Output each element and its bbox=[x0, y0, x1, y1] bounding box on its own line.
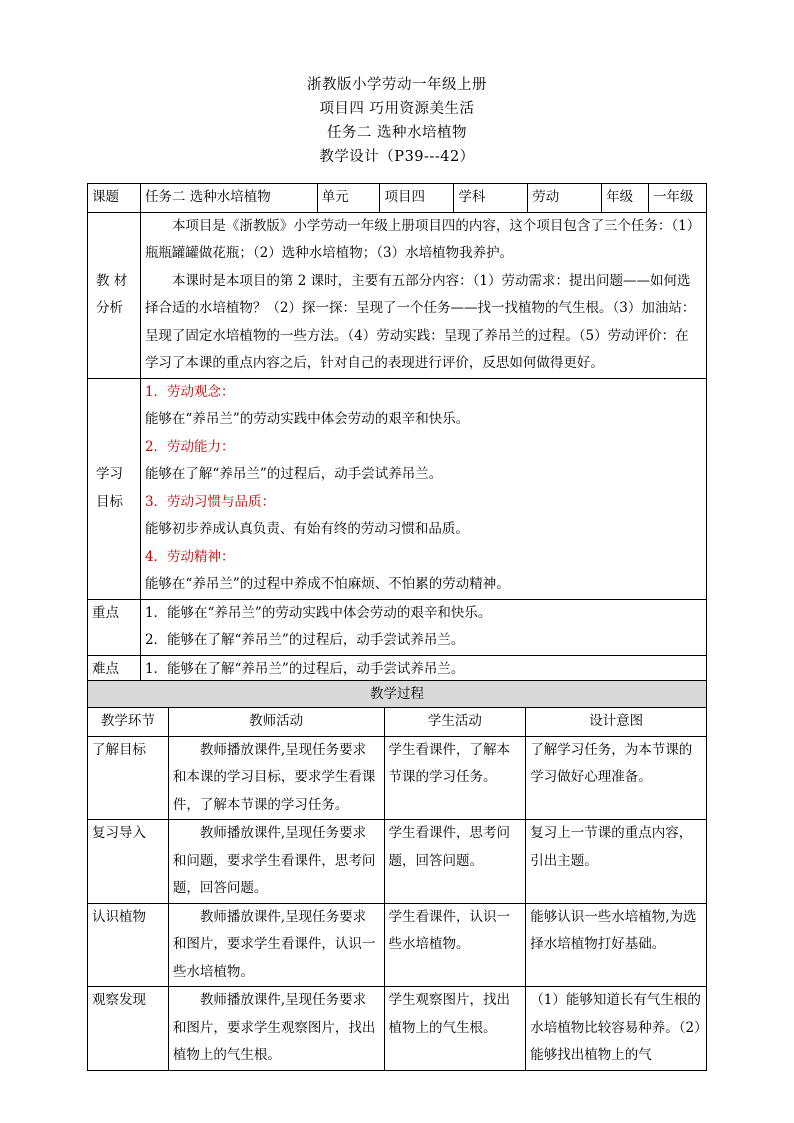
stage-cell: 了解目标 bbox=[88, 736, 169, 820]
teacher-cell: 教师播放课件,呈现任务要求和图片，要求学生观察图片，找出植物上的气生根。 bbox=[168, 987, 384, 1071]
goal-text-4: 能够在“养吊兰”的过程中养成不怕麻烦、不怕累的劳动精神。 bbox=[144, 576, 510, 592]
document-titles bbox=[0, 73, 794, 169]
process-title: 教学过程 bbox=[88, 681, 707, 708]
stage-cell: 认识植物 bbox=[88, 903, 169, 987]
table-row bbox=[88, 736, 707, 820]
label-goals: 学习 目标 bbox=[88, 378, 141, 599]
lesson-info-table bbox=[87, 183, 707, 684]
goals-content bbox=[140, 378, 706, 599]
key-points-content bbox=[140, 599, 706, 655]
table-row bbox=[88, 987, 707, 1071]
intent-cell: 了解学习任务，为本节课的学习做好心理准备。 bbox=[526, 736, 707, 820]
student-cell: 学生观察图片，找出植物上的气生根。 bbox=[384, 987, 526, 1071]
info-row bbox=[88, 184, 707, 213]
teaching-process-table bbox=[87, 680, 707, 1071]
header-student: 学生活动 bbox=[384, 708, 526, 737]
header-stage: 教学环节 bbox=[88, 708, 169, 737]
stage-cell: 复习导入 bbox=[88, 820, 169, 904]
value-subject: 劳动 bbox=[528, 184, 602, 213]
table-row bbox=[88, 903, 707, 987]
goal-heading-2: 2．劳动能力： bbox=[144, 438, 235, 455]
goal-heading-1: 1．劳动观念： bbox=[144, 383, 235, 400]
key-points-row bbox=[88, 599, 707, 655]
header-teacher: 教师活动 bbox=[168, 708, 384, 737]
key-point-1: 1．能够在“养吊兰”的劳动实践中体会劳动的艰辛和快乐。 bbox=[144, 604, 492, 621]
goal-heading-3: 3．劳动习惯与品质： bbox=[144, 493, 276, 510]
label-unit: 单元 bbox=[317, 184, 380, 213]
intent-cell: （1）能够知道长有气生根的水培植物比较容易种养。（2）能够找出植物上的气 bbox=[526, 987, 707, 1071]
intent-cell: 能够认识一些水培植物,为选择水培植物打好基础。 bbox=[526, 903, 707, 987]
table-row bbox=[88, 820, 707, 904]
analysis-content bbox=[140, 212, 706, 378]
goal-heading-4: 4．劳动精神： bbox=[144, 548, 235, 565]
process-header-row bbox=[88, 708, 707, 737]
value-topic: 任务二 选种水培植物 bbox=[140, 184, 317, 213]
process-title-row bbox=[88, 681, 707, 708]
analysis-paragraph-2: 本课时是本项目的第 2 课时，主要有五部分内容：（1）劳动需求：提出问题——如何选择合适的水培植物？（2）探一探：呈现了一个任务——找一找植物的气生根。（3）加油站：呈现了固定水培植物的一些方法。（4）劳动实践：呈现了养吊兰的过程。（5）劳动评价：在学习了本课的重点内容之后，针对自己的表现进行评价，反思如何做得更好。 bbox=[144, 272, 696, 371]
label-grade: 年级 bbox=[602, 184, 649, 213]
label-key-points: 重点 bbox=[88, 599, 141, 655]
title-line-2: 项目四 巧用资源美生活 bbox=[319, 101, 475, 117]
teacher-cell: 教师播放课件,呈现任务要求和图片，要求学生看课件，认识一些水培植物。 bbox=[168, 903, 384, 987]
goals-row bbox=[88, 378, 707, 599]
analysis-paragraph-1: 本项目是《浙教版》小学劳动一年级上册项目四的内容，这个项目包含了三个任务：（1）瓶瓶罐罐做花瓶；（2）选种水培植物；（3）水培植物我养护。 bbox=[144, 217, 701, 261]
title-line-3: 任务二 选种水培植物 bbox=[326, 125, 468, 141]
key-point-2: 2．能够在了解“养吊兰”的过程后，动手尝试养吊兰。 bbox=[144, 632, 465, 648]
teacher-cell: 教师播放课件,呈现任务要求和问题，要求学生看课件，思考问题，回答问题。 bbox=[168, 820, 384, 904]
goal-text-2: 能够在了解“养吊兰”的过程后，动手尝试养吊兰。 bbox=[144, 466, 443, 482]
intent-cell: 复习上一节课的重点内容，引出主题。 bbox=[526, 820, 707, 904]
difficulty-content: 1．能够在了解“养吊兰”的过程后，动手尝试养吊兰。 bbox=[140, 655, 706, 684]
header-intent: 设计意图 bbox=[526, 708, 707, 737]
student-cell: 学生看课件，了解本节课的学习任务。 bbox=[384, 736, 526, 820]
goal-text-3: 能够初步养成认真负责、有始有终的劳动习惯和品质。 bbox=[144, 521, 469, 537]
title-line-1: 浙教版小学劳动一年级上册 bbox=[307, 77, 487, 93]
label-difficulty: 难点 bbox=[88, 655, 141, 684]
analysis-row bbox=[88, 212, 707, 378]
stage-cell: 观察发现 bbox=[88, 987, 169, 1071]
label-topic: 课题 bbox=[88, 184, 141, 213]
student-cell: 学生看课件，思考问题，回答问题。 bbox=[384, 820, 526, 904]
label-analysis: 教 材 分析 bbox=[88, 212, 141, 378]
value-unit: 项目四 bbox=[380, 184, 454, 213]
label-subject: 学科 bbox=[454, 184, 528, 213]
teacher-cell: 教师播放课件,呈现任务要求和本课的学习目标，要求学生看课件，了解本节课的学习任务。 bbox=[168, 736, 384, 820]
goal-text-1: 能够在“养吊兰”的劳动实践中体会劳动的艰辛和快乐。 bbox=[144, 411, 470, 427]
title-line-4: 教学设计（P39---42） bbox=[319, 149, 475, 165]
student-cell: 学生看课件，认识一些水培植物。 bbox=[384, 903, 526, 987]
value-grade: 一年级 bbox=[649, 184, 707, 213]
